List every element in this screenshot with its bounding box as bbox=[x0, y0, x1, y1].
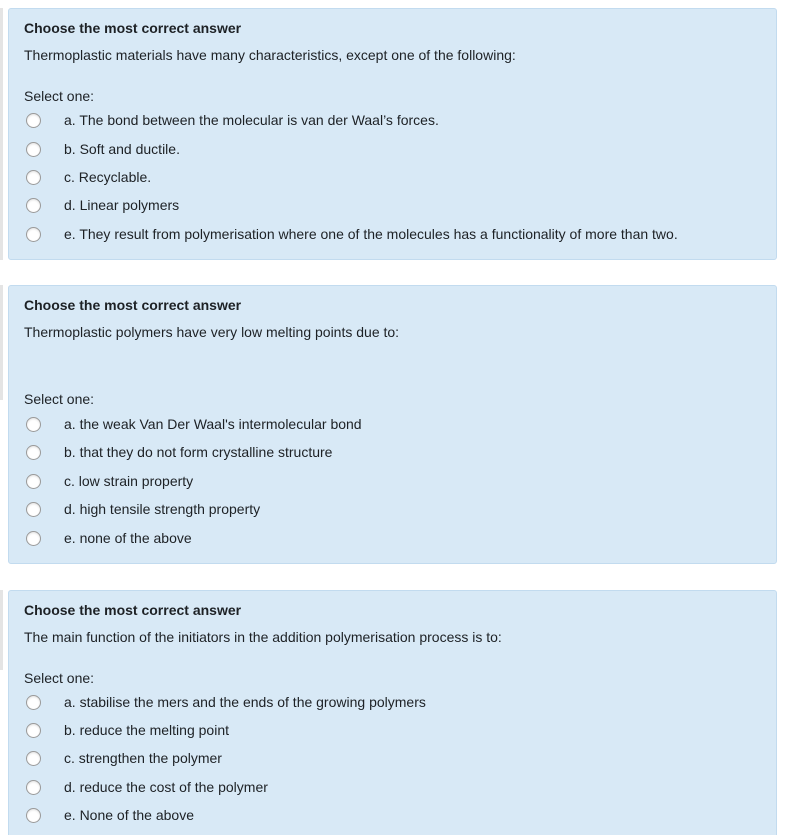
answer-option-e[interactable] bbox=[26, 805, 766, 825]
question-text: The main function of the initiators in the addition polymerisation process is to: bbox=[24, 629, 502, 645]
option-label[interactable]: c. low strain property bbox=[64, 473, 194, 489]
question-edge-bar bbox=[0, 8, 3, 260]
radio-button[interactable] bbox=[26, 417, 41, 432]
radio-button[interactable] bbox=[26, 502, 41, 517]
option-label[interactable]: a. stabilise the mers and the ends of the growing polymers bbox=[64, 694, 426, 710]
option-label[interactable]: e. none of the above bbox=[64, 530, 192, 546]
question-text: Thermoplastic polymers have very low melting points due to: bbox=[24, 324, 400, 340]
radio-button[interactable] bbox=[26, 142, 41, 157]
answer-option-c[interactable] bbox=[26, 167, 766, 187]
radio-button[interactable] bbox=[26, 751, 41, 766]
answer-option-d[interactable] bbox=[26, 777, 766, 797]
option-label[interactable]: d. reduce the cost of the polymer bbox=[64, 779, 268, 795]
option-label[interactable]: b. Soft and ductile. bbox=[64, 141, 180, 157]
question-text: Thermoplastic materials have many characteristics, except one of the following: bbox=[24, 47, 516, 63]
option-label[interactable]: e. None of the above bbox=[64, 807, 194, 823]
radio-button[interactable] bbox=[26, 113, 41, 128]
answer-option-a[interactable] bbox=[26, 692, 766, 712]
option-label[interactable]: e. They result from polymerisation where one of the molecules has a functionality of more than two. bbox=[64, 226, 678, 242]
answer-option-a[interactable] bbox=[26, 414, 766, 434]
answer-option-b[interactable] bbox=[26, 442, 766, 462]
radio-button[interactable] bbox=[26, 723, 41, 738]
answer-option-b[interactable] bbox=[26, 139, 766, 159]
option-label[interactable]: a. the weak Van Der Waal's intermolecular bond bbox=[64, 416, 362, 432]
option-label[interactable]: d. Linear polymers bbox=[64, 197, 180, 213]
radio-button[interactable] bbox=[26, 474, 41, 489]
answer-option-e[interactable] bbox=[26, 528, 766, 548]
select-one-label: Select one: bbox=[24, 88, 95, 104]
option-label[interactable]: c. strengthen the polymer bbox=[64, 750, 222, 766]
radio-button[interactable] bbox=[26, 445, 41, 460]
radio-button[interactable] bbox=[26, 695, 41, 710]
option-label[interactable]: a. The bond between the molecular is van der Waal’s forces. bbox=[64, 112, 439, 128]
radio-button[interactable] bbox=[26, 227, 41, 242]
radio-button[interactable] bbox=[26, 531, 41, 546]
option-label[interactable]: b. reduce the melting point bbox=[64, 722, 229, 738]
question-heading: Choose the most correct answer bbox=[24, 20, 242, 36]
radio-button[interactable] bbox=[26, 808, 41, 823]
question-card-2 bbox=[8, 285, 777, 564]
question-card-1 bbox=[8, 8, 777, 260]
select-one-label: Select one: bbox=[24, 391, 95, 407]
question-edge-bar bbox=[0, 590, 3, 670]
answer-option-e[interactable] bbox=[26, 224, 766, 244]
radio-button[interactable] bbox=[26, 170, 41, 185]
answer-option-d[interactable] bbox=[26, 195, 766, 215]
question-heading: Choose the most correct answer bbox=[24, 297, 242, 313]
option-label[interactable]: b. that they do not form crystalline structure bbox=[64, 444, 333, 460]
question-edge-bar bbox=[0, 285, 3, 400]
question-card-3 bbox=[8, 590, 777, 835]
answer-option-a[interactable] bbox=[26, 110, 766, 130]
radio-button[interactable] bbox=[26, 780, 41, 795]
radio-button[interactable] bbox=[26, 198, 41, 213]
option-label[interactable]: c. Recyclable. bbox=[64, 169, 152, 185]
option-label[interactable]: d. high tensile strength property bbox=[64, 501, 261, 517]
answer-option-c[interactable] bbox=[26, 471, 766, 491]
select-one-label: Select one: bbox=[24, 670, 95, 686]
answer-option-d[interactable] bbox=[26, 499, 766, 519]
answer-option-c[interactable] bbox=[26, 748, 766, 768]
answer-option-b[interactable] bbox=[26, 720, 766, 740]
question-heading: Choose the most correct answer bbox=[24, 602, 242, 618]
